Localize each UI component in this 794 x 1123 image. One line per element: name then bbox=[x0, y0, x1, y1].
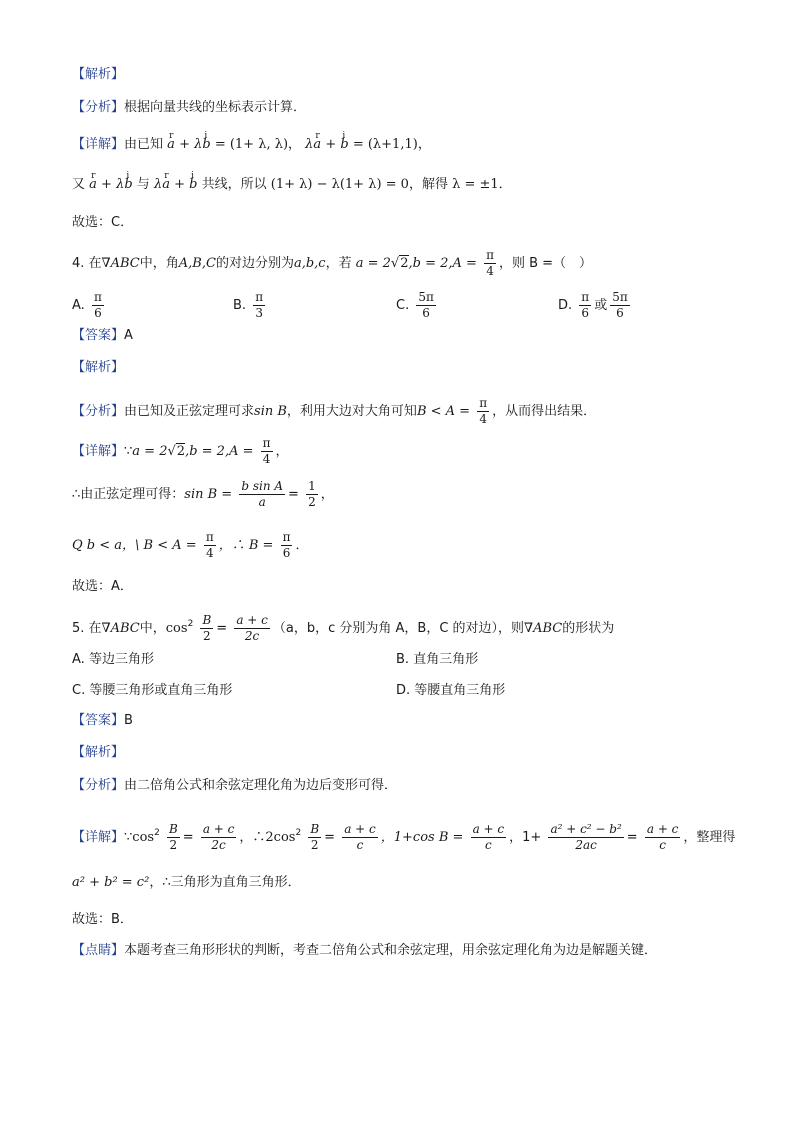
q5-result-line: a² + b² = c²，∴三角形为直角三角形． bbox=[72, 875, 301, 890]
q5-stem: 5. 在∇ABC中，$\cos^2$ $\frac{B}{2}$ = $\frac{a + c}{2c}$ （a，b，c 分别为角 A，B，C 的对边），则∇ABC的形状为 bbox=[72, 613, 615, 643]
q4-fenxi-line: 【分析】由已知及正弦定理可求sin B，利用大边对大角可知B < A = $\frac{\pi}{4}$ ，从而得出结果． bbox=[72, 396, 597, 426]
q4-option-a[interactable]: A. $\frac{\pi}{6}$ bbox=[72, 290, 102, 320]
q3-analysis-heading: 【解析】 bbox=[72, 67, 125, 82]
q5-detail-line: 【详解】$\because\cos^2$ $\frac{B}{2}$ = $\frac{a + c}{2c}$ ，$\therefore 2\cos^2$ $\frac{B}{2}$ = $\frac{a + c}{c}$ ，1+cos B = $\frac{a + c}{c}$ ，1+ $\frac{\text{a² + c² − b²}}{2ac}$ = $\frac{a + c}{c}$ ，整理得 bbox=[72, 822, 736, 852]
q5-analysis-heading: 【解析】 bbox=[72, 745, 125, 760]
q5-option-a[interactable]: A. 等边三角形 bbox=[72, 652, 154, 667]
q4-answer: 【答案】A bbox=[72, 328, 133, 343]
q4-sine-law-line: ∴由正弦定理可得：sin B = $\frac{\text{b sin A}}{a}$ = $\frac{1}{2}$ ， bbox=[72, 479, 334, 509]
q5-conclusion: 故选：B． bbox=[72, 912, 133, 927]
q3-conclusion: 故选：C． bbox=[72, 215, 134, 230]
q3-fenxi-line: 【分析】根据向量共线的坐标表示计算． bbox=[72, 100, 307, 115]
q5-answer: 【答案】B bbox=[72, 713, 133, 728]
q4-option-b[interactable]: B. $\frac{\pi}{3}$ bbox=[233, 290, 264, 320]
q3-detail-line: 【详解】由已知 r a + λi b = (1+ λ, λ)， λr a + i b = (λ+1,1)， bbox=[72, 136, 431, 154]
q5-option-c[interactable]: C. 等腰三角形或直角三角形 bbox=[72, 683, 233, 698]
q5-fenxi-line: 【分析】由二倍角公式和余弦定理化角为边后变形可得． bbox=[72, 778, 398, 793]
q5-comment-line: 【点睛】本题考查三角形形状的判断，考查二倍角公式和余弦定理，用余弦定理化角为边是解题关键． bbox=[72, 943, 658, 958]
q3-collinear-line: 又 r a + λi b 与 λr a + i b 共线，所以 (1+ λ) − λ(1+ λ) = 0，解得 λ = ±1． bbox=[72, 176, 512, 194]
q4-detail-line: 【详解】∵a = 2√2,b = 2,A = $\frac{\pi}{4}$ ， bbox=[72, 436, 289, 466]
q4-stem: 4. 在∇ABC中，角A,B,C的对边分别为a,b,c，若 a = 2√2,b = 2,A = $\frac{\pi}{4}$ ，则 B =（ ） bbox=[72, 248, 593, 278]
q4-conclusion: 故选：A． bbox=[72, 579, 133, 594]
q4-analysis-heading: 【解析】 bbox=[72, 360, 125, 375]
q4-option-d[interactable]: D. $\frac{\pi}{6}$ 或 $\frac{5\pi}{6}$ bbox=[558, 290, 628, 320]
q4-option-c[interactable]: C. $\frac{5\pi}{6}$ bbox=[396, 290, 434, 320]
q5-option-d[interactable]: D. 等腰直角三角形 bbox=[396, 683, 506, 698]
q4-conclude-line: Q b < a，\ B < A = $\frac{\pi}{4}$ ，∴ B = $\frac{\pi}{6}$ ． bbox=[72, 530, 309, 560]
q5-option-b[interactable]: B. 直角三角形 bbox=[396, 652, 479, 667]
